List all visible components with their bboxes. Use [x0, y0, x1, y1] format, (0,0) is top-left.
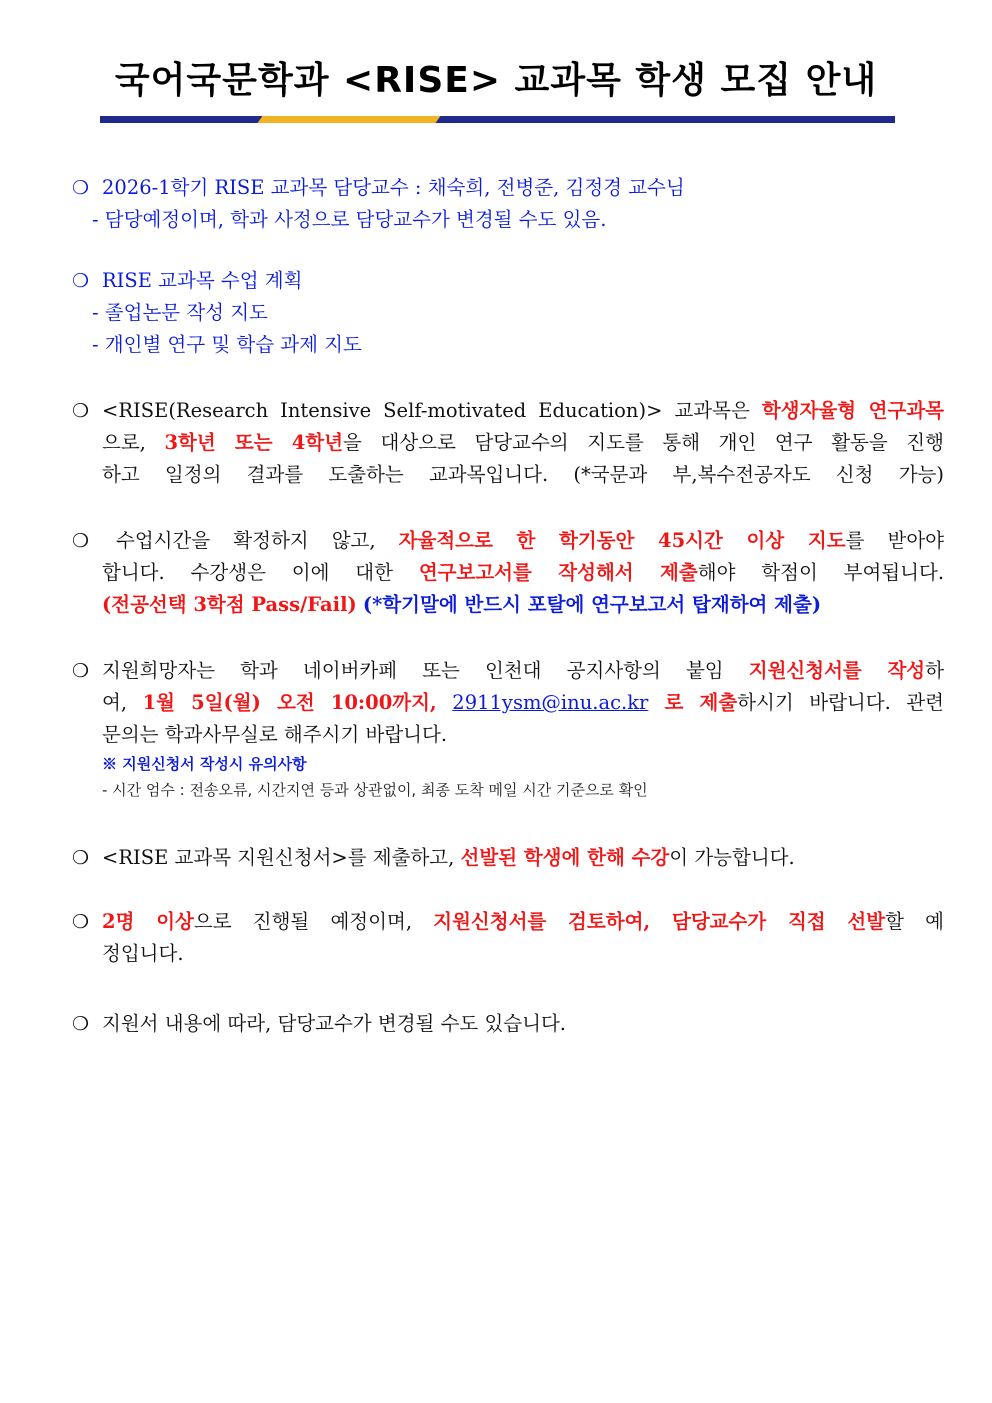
bullet-circle-icon: ❍ [72, 911, 90, 933]
emphasis-text: 2명 이상 [102, 910, 194, 933]
bullet-circle-icon: ❍ [72, 177, 90, 199]
emphasis-text: 선발된 학생에 한해 수강 [460, 846, 670, 869]
bullet-circle-icon: ❍ [72, 530, 90, 552]
emphasis-text: 학생자율형 연구과목 [761, 399, 945, 422]
description-line-2 [102, 427, 944, 459]
section-instructor-change [72, 1008, 944, 1040]
instructors-line: 2026-1학기 RISE 교과목 담당교수 : 채숙희, 전병준, 김정경 교수님 [102, 176, 685, 199]
page-title: 국어국문학과 <RISE> 교과목 학생 모집 안내 [114, 60, 878, 101]
section-class-plan [72, 265, 944, 361]
enrollment-line-2: 정입니다. [102, 942, 184, 965]
text: 할 예 [885, 910, 945, 933]
text: 으로, [102, 431, 165, 454]
application-line-3: 문의는 학과사무실로 해주시기 바랍니다. [102, 723, 448, 746]
class-plan-item: - 졸업논문 작성 지도 [92, 301, 268, 324]
emphasis-text: 지원신청서를 검토하여, 담당교수가 직접 선발 [433, 910, 886, 933]
enrollment-line-1 [102, 906, 944, 938]
text: 으로 진행될 예정이며, [193, 910, 434, 933]
credit-text: (전공선택 3학점 Pass/Fail) [102, 593, 357, 616]
text: <RISE 교과목 지원신청서>를 제출하고, [102, 846, 461, 869]
bullet-circle-icon: ❍ [72, 1013, 90, 1035]
emphasis-text: 연구보고서를 작성해서 제출 [418, 561, 698, 584]
title-underline-bar [100, 116, 895, 123]
emphasis-text: 지원신청서를 작성 [748, 659, 926, 682]
text: 지원희망자는 학과 네이버카페 또는 인천대 공지사항의 붙임 [102, 659, 749, 682]
hours-line-1 [102, 525, 944, 557]
bullet-circle-icon: ❍ [72, 660, 90, 682]
section-application [72, 655, 944, 803]
title-underline-accent [258, 116, 441, 123]
bullet-circle-icon: ❍ [72, 400, 90, 422]
section-instructors [72, 172, 944, 236]
hours-line-3 [102, 589, 944, 621]
class-plan-item: - 개인별 연구 및 학습 과제 지도 [92, 333, 362, 356]
description-line-3: 하고 일정의 결과를 도출하는 교과목입니다. (*국문과 부,복수전공자도 신청 가능) [102, 463, 944, 486]
text: 해야 학점이 부여됩니다. [697, 561, 945, 584]
emphasis-text: 자율적으로 한 학기동안 45시간 이상 지도 [398, 529, 846, 552]
text: <RISE(Research Intensive Self-motivated Education)> 교과목은 [102, 399, 762, 422]
hours-line-2 [102, 557, 944, 589]
deadline-text: 1월 5일(월) 오전 10:00까지, [142, 691, 437, 714]
section-enrollment [72, 906, 944, 970]
text: 를 받아야 [845, 529, 944, 552]
text: 여, [102, 691, 143, 714]
bullet-circle-icon: ❍ [72, 270, 90, 292]
notice-heading: ※ 지원신청서 작성시 유의사항 [102, 755, 307, 773]
text: 하 [925, 659, 944, 682]
emphasis-text: 로 제출 [648, 691, 738, 714]
text: 수업시간을 확정하지 않고, [116, 529, 399, 552]
section-class-hours [72, 525, 944, 621]
description-line-1 [102, 395, 944, 427]
bullet-circle-icon: ❍ [72, 847, 90, 869]
application-line-1 [102, 655, 944, 687]
application-line-2 [102, 687, 944, 719]
submission-note: (*학기말에 반드시 포탈에 연구보고서 탑재하여 제출) [362, 593, 822, 616]
text: 이 가능합니다. [669, 846, 795, 869]
email-link[interactable]: 2911ysm@inu.ac.kr [452, 691, 649, 714]
instructor-change-line: 지원서 내용에 따라, 담당교수가 변경될 수도 있습니다. [102, 1012, 567, 1035]
text: 을 대상으로 담당교수의 지도를 통해 개인 연구 활동을 진행 [343, 431, 944, 454]
section-selection [72, 842, 944, 874]
selection-line [102, 842, 944, 874]
text: 합니다. 수강생은 이에 대한 [102, 561, 419, 584]
class-plan-heading: RISE 교과목 수업 계획 [102, 269, 303, 292]
instructors-note: - 담당예정이며, 학과 사정으로 담당교수가 변경될 수도 있음. [92, 208, 607, 231]
emphasis-text: 3학년 또는 4학년 [164, 431, 344, 454]
section-course-description [72, 395, 944, 491]
notice-body: - 시간 엄수 : 전송오류, 시간지연 등과 상관없이, 최종 도착 메일 시간 기준으로 확인 [102, 781, 648, 799]
text: 하시기 바랍니다. 관련 [737, 691, 945, 714]
